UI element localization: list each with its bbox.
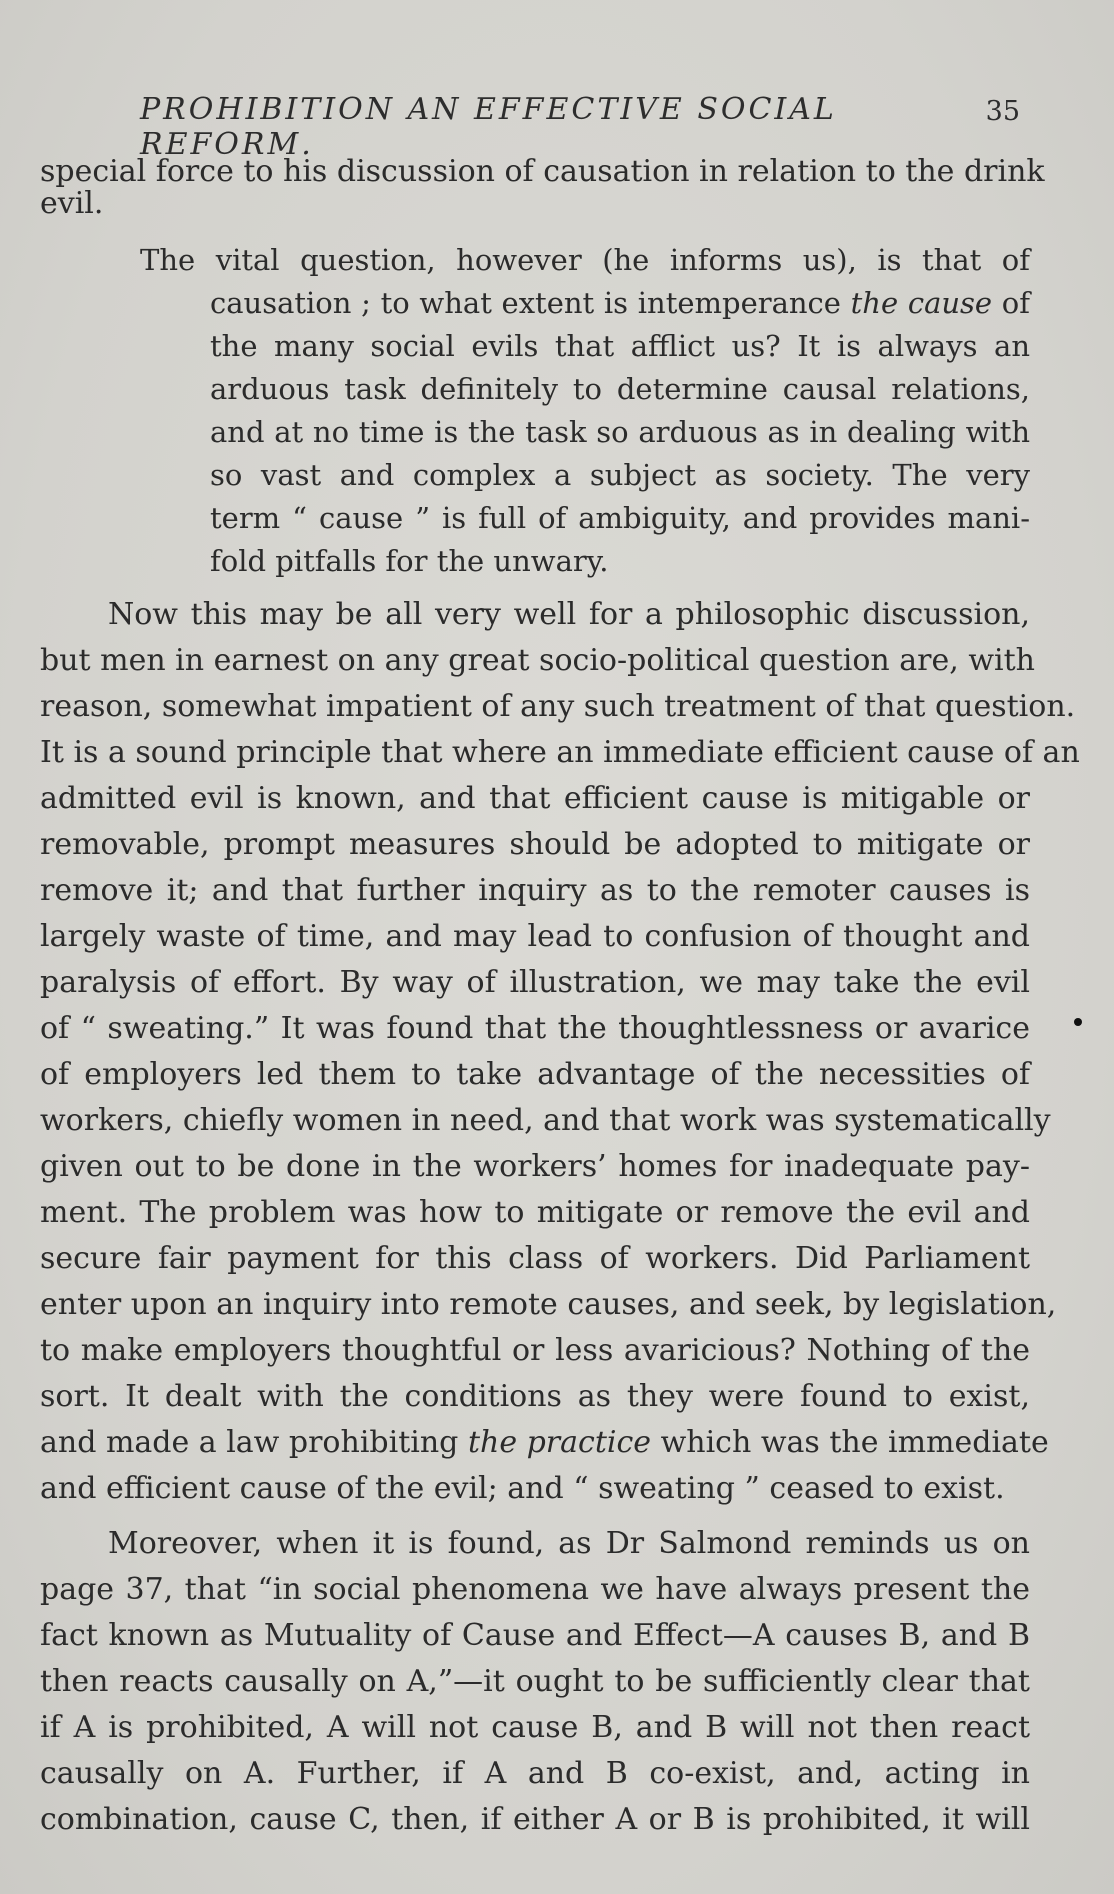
paragraph-1-line: evil. [40, 186, 104, 221]
quote-line: so vast and complex a subject as society. The very [210, 458, 1030, 492]
quote-line: fold pitfalls for the unwary. [210, 544, 609, 578]
paragraph-2-line: of employers led them to take advantage of the necessities of [40, 1057, 1030, 1092]
paragraph-3-line: Moreover, when it is found, as Dr Salmond reminds us on [108, 1526, 1030, 1561]
quote-emphasis: the cause [850, 286, 993, 320]
paragraph-3-line: page 37, that “in social phenomena we have always present the [40, 1572, 1030, 1607]
paragraph-3-line: if A is prohibited, A will not cause B, and B will not then react [40, 1710, 1030, 1745]
paragraph-1-line: special force to his discussion of causation in relation to the drink [40, 154, 1045, 189]
paragraph-2-line: reason, somewhat impatient of any such treatment of that question. [40, 689, 1076, 724]
paragraph-2-line: enter upon an inquiry into remote causes, and seek, by legislation, [40, 1287, 1057, 1322]
quote-line: the many social evils that afflict us? It is always an [210, 329, 1030, 363]
paragraph-3-line: causally on A. Further, if A and B co-exist, and, acting in [40, 1756, 1030, 1791]
quote-text: of [992, 286, 1030, 320]
paragraph-2-line: ment. The problem was how to mitigate or remove the evil and [40, 1195, 1030, 1230]
paragraph-3-line: then reacts causally on A,”—it ought to be sufficiently clear that [40, 1664, 1030, 1699]
paragraph-2-line: It is a sound principle that where an immediate efficient cause of an [40, 735, 1080, 770]
paragraph-2-line: sort. It dealt with the conditions as they were found to exist, [40, 1379, 1030, 1414]
paragraph-2-line: admitted evil is known, and that efficient cause is mitigable or [40, 781, 1030, 816]
paragraph-2-line: of “ sweating.” It was found that the thoughtlessness or avarice [40, 1011, 1030, 1046]
paragraph-2-line: Now this may be all very well for a philosophic discussion, [108, 597, 1030, 632]
paragraph-2-line: given out to be done in the workers’ homes for inadequate pay- [40, 1149, 1030, 1184]
running-head [140, 92, 1020, 162]
running-title: PROHIBITION AN EFFECTIVE SOCIAL REFORM. [140, 92, 837, 162]
paragraph-3-line: fact known as Mutuality of Cause and Effect—A causes B, and B [40, 1618, 1030, 1653]
paragraph-2-line: but men in earnest on any great socio-political question are, with [40, 643, 1035, 678]
paragraph-2-line: to make employers thoughtful or less avaricious? Nothing of the [40, 1333, 1030, 1368]
paragraph-2-line: removable, prompt measures should be adopted to mitigate or [40, 827, 1030, 862]
quote-text: causation ; to what extent is intemperance [210, 286, 851, 320]
paragraph-emphasis: the practice [467, 1425, 652, 1460]
paragraph-3-line: combination, cause C, then, if either A or B is prohibited, it will [40, 1802, 1030, 1837]
paragraph-text: which was the immediate [651, 1425, 1049, 1460]
paragraph-text: and made a law prohibiting [40, 1425, 468, 1460]
page-number: 35 [985, 96, 1020, 127]
paragraph-2-line: workers, chiefly women in need, and that work was systematically [40, 1103, 1051, 1138]
paragraph-2-line [40, 1421, 1049, 1465]
quote-line: and at no time is the task so arduous as in dealing with [210, 415, 1030, 449]
paragraph-2-line: remove it; and that further inquiry as to the remoter causes is [40, 873, 1030, 908]
quote-line: The vital question, however (he informs us), is that of [140, 243, 1030, 277]
paragraph-2-line: largely waste of time, and may lead to confusion of thought and [40, 919, 1030, 954]
paragraph-2-line: paralysis of effort. By way of illustration, we may take the evil [40, 965, 1030, 1000]
quote-line: arduous task definitely to determine causal relations, [210, 372, 1030, 406]
ink-speck [1074, 1018, 1082, 1026]
quote-line: term “ cause ” is full of ambiguity, and provides mani- [210, 501, 1030, 535]
quote-line [210, 281, 1030, 325]
paragraph-2-line: and efficient cause of the evil; and “ sweating ” ceased to exist. [40, 1471, 1005, 1506]
paragraph-2-line: secure fair payment for this class of workers. Did Parliament [40, 1241, 1030, 1276]
